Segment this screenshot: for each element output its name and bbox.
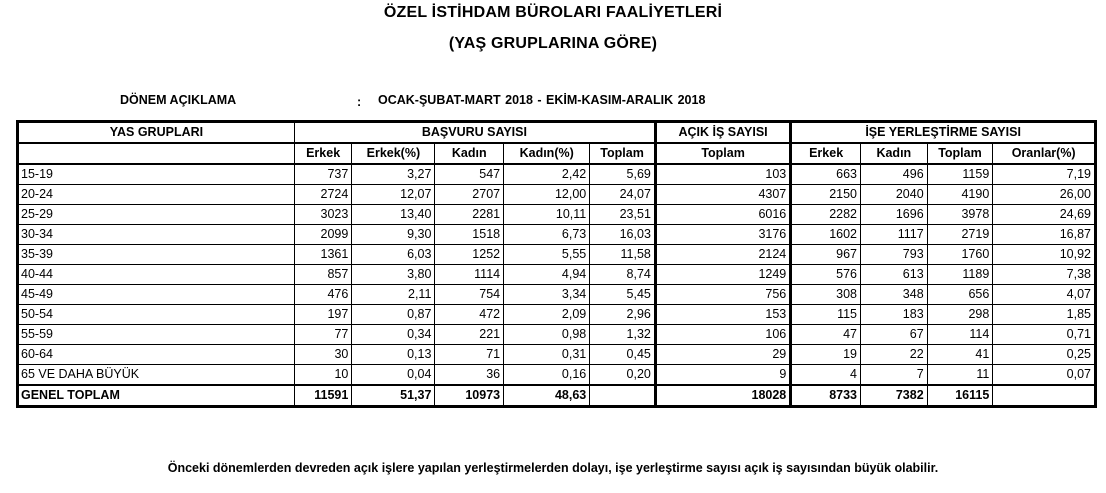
table-cell: 114 (927, 325, 993, 345)
table-row (18, 305, 1096, 325)
table-cell: 0,16 (504, 365, 590, 386)
table-cell: 71 (435, 345, 504, 365)
table-cell: 13,40 (352, 205, 435, 225)
table-cell: 348 (861, 285, 928, 305)
table-body (18, 164, 1096, 385)
header-applications: BAŞVURU SAYISI (294, 122, 655, 144)
report-subtitle: (YAŞ GRUPLARINA GÖRE) (448, 35, 658, 52)
sub-header-cell: Erkek(%) (352, 143, 435, 164)
table-cell: 1252 (435, 245, 504, 265)
period-label: DÖNEM AÇIKLAMA (120, 93, 237, 107)
table-cell: 4,07 (993, 285, 1096, 305)
table-cell: 1760 (927, 245, 993, 265)
table-cell: 0,07 (993, 365, 1096, 386)
total-row (18, 385, 1096, 407)
table-cell: 967 (791, 245, 861, 265)
table-cell: 1159 (927, 164, 993, 185)
table-cell: 308 (791, 285, 861, 305)
table-cell: 576 (791, 265, 861, 285)
table-cell: 10 (294, 365, 351, 386)
table-cell: 4190 (927, 185, 993, 205)
table-cell: 1189 (927, 265, 993, 285)
table-cell: 6,73 (504, 225, 590, 245)
table-cell: 476 (294, 285, 351, 305)
table-cell: 613 (861, 265, 928, 285)
table-cell: 7,19 (993, 164, 1096, 185)
table-cell: 3,34 (504, 285, 590, 305)
table-cell: 754 (435, 285, 504, 305)
age-group-label: 45-49 (18, 285, 295, 305)
table-row (18, 185, 1096, 205)
table-row (18, 325, 1096, 345)
header-placements: İŞE YERLEŞTİRME SAYISI (791, 122, 1096, 144)
period-colon: : (357, 95, 362, 109)
table-cell: 4,94 (504, 265, 590, 285)
table-row (18, 265, 1096, 285)
footnote: Önceki dönemlerden devreden açık işlere yapılan yerleştirmelerden dolayı, işe yerleştirme sayısı açık iş sayısından büyük olabilir. (167, 461, 939, 475)
table-cell: 1,85 (993, 305, 1096, 325)
table-cell: 3023 (294, 205, 351, 225)
table-cell: 2,11 (352, 285, 435, 305)
group-header-row (18, 122, 1096, 144)
table-cell: 0,34 (352, 325, 435, 345)
total-cell (590, 385, 656, 407)
age-group-label: 65 VE DAHA BÜYÜK (18, 365, 295, 386)
table-cell: 47 (791, 325, 861, 345)
table-cell: 30 (294, 345, 351, 365)
table-cell: 19 (791, 345, 861, 365)
table-cell: 1696 (861, 205, 928, 225)
table-cell: 7 (861, 365, 928, 386)
table-cell: 10,11 (504, 205, 590, 225)
table-cell: 1,32 (590, 325, 656, 345)
table-cell: 3176 (655, 225, 790, 245)
table-cell: 5,69 (590, 164, 656, 185)
table-cell: 4307 (655, 185, 790, 205)
sub-header-cell: Erkek (294, 143, 351, 164)
table-cell: 67 (861, 325, 928, 345)
sub-header-cell: Oranlar(%) (993, 143, 1096, 164)
table-cell: 221 (435, 325, 504, 345)
age-group-label: 30-34 (18, 225, 295, 245)
period-value: OCAK-ŞUBAT-MART 2018 - EKİM-KASIM-ARALIK 2018 (378, 93, 706, 107)
table-cell: 9 (655, 365, 790, 386)
table-cell: 197 (294, 305, 351, 325)
age-group-label: 15-19 (18, 164, 295, 185)
table-cell: 3,27 (352, 164, 435, 185)
table-cell: 6016 (655, 205, 790, 225)
table-cell: 3978 (927, 205, 993, 225)
table-row (18, 345, 1096, 365)
table-cell: 298 (927, 305, 993, 325)
table-cell: 0,71 (993, 325, 1096, 345)
table-cell: 3,80 (352, 265, 435, 285)
total-cell: 7382 (861, 385, 928, 407)
table-cell: 10,92 (993, 245, 1096, 265)
table-cell: 106 (655, 325, 790, 345)
age-group-label: 40-44 (18, 265, 295, 285)
table-cell: 5,55 (504, 245, 590, 265)
sub-header-cell: Toplam (655, 143, 790, 164)
table-cell: 2,96 (590, 305, 656, 325)
age-group-label: 50-54 (18, 305, 295, 325)
table-row (18, 164, 1096, 185)
table-cell: 472 (435, 305, 504, 325)
table-cell: 11 (927, 365, 993, 386)
table-cell: 0,13 (352, 345, 435, 365)
table-cell: 0,04 (352, 365, 435, 386)
total-cell: 8733 (791, 385, 861, 407)
table-cell: 12,07 (352, 185, 435, 205)
total-label: GENEL TOPLAM (18, 385, 295, 407)
total-cell: 10973 (435, 385, 504, 407)
table-cell: 103 (655, 164, 790, 185)
table-cell: 2124 (655, 245, 790, 265)
table-cell: 2724 (294, 185, 351, 205)
table-cell: 793 (861, 245, 928, 265)
table-cell: 1114 (435, 265, 504, 285)
table-cell: 16,87 (993, 225, 1096, 245)
table-cell: 0,25 (993, 345, 1096, 365)
table-row (18, 285, 1096, 305)
age-group-label: 60-64 (18, 345, 295, 365)
age-group-label: 25-29 (18, 205, 295, 225)
sub-header-empty (18, 143, 295, 164)
table-cell: 36 (435, 365, 504, 386)
total-cell: 48,63 (504, 385, 590, 407)
table-cell: 26,00 (993, 185, 1096, 205)
table-cell: 7,38 (993, 265, 1096, 285)
table-cell: 77 (294, 325, 351, 345)
total-cell: 18028 (655, 385, 790, 407)
table-cell: 0,87 (352, 305, 435, 325)
table-cell: 656 (927, 285, 993, 305)
table-cell: 2099 (294, 225, 351, 245)
sub-header-cell: Kadın (435, 143, 504, 164)
age-group-table (16, 120, 1097, 408)
table-cell: 2707 (435, 185, 504, 205)
total-cell: 11591 (294, 385, 351, 407)
table-cell: 11,58 (590, 245, 656, 265)
report-title: ÖZEL İSTİHDAM BÜROLARI FAALİYETLERİ (383, 4, 723, 21)
table-cell: 12,00 (504, 185, 590, 205)
total-cell: 51,37 (352, 385, 435, 407)
table-cell: 496 (861, 164, 928, 185)
table-cell: 2040 (861, 185, 928, 205)
age-group-label: 20-24 (18, 185, 295, 205)
table-cell: 4 (791, 365, 861, 386)
table-cell: 8,74 (590, 265, 656, 285)
table-cell: 2282 (791, 205, 861, 225)
age-group-label: 35-39 (18, 245, 295, 265)
table-cell: 857 (294, 265, 351, 285)
table-cell: 547 (435, 164, 504, 185)
table-cell: 6,03 (352, 245, 435, 265)
table-cell: 0,31 (504, 345, 590, 365)
table-cell: 2,09 (504, 305, 590, 325)
table-cell: 1117 (861, 225, 928, 245)
table-row (18, 205, 1096, 225)
table-cell: 756 (655, 285, 790, 305)
sub-header-cell: Toplam (590, 143, 656, 164)
table-cell: 183 (861, 305, 928, 325)
table-cell: 663 (791, 164, 861, 185)
table-cell: 41 (927, 345, 993, 365)
age-group-label: 55-59 (18, 325, 295, 345)
table-row (18, 225, 1096, 245)
table-cell: 0,45 (590, 345, 656, 365)
table-cell: 0,20 (590, 365, 656, 386)
table-cell: 29 (655, 345, 790, 365)
sub-header-cell: Kadın (861, 143, 928, 164)
table-cell: 115 (791, 305, 861, 325)
sub-header-cell: Toplam (927, 143, 993, 164)
table-cell: 153 (655, 305, 790, 325)
table-cell: 0,98 (504, 325, 590, 345)
table-cell: 1249 (655, 265, 790, 285)
table-cell: 2,42 (504, 164, 590, 185)
sub-header-cell: Erkek (791, 143, 861, 164)
table-row (18, 245, 1096, 265)
total-cell: 16115 (927, 385, 993, 407)
header-vacancies: AÇIK İŞ SAYISI (655, 122, 790, 144)
table-cell: 16,03 (590, 225, 656, 245)
table-cell: 22 (861, 345, 928, 365)
table-cell: 1361 (294, 245, 351, 265)
table-cell: 737 (294, 164, 351, 185)
table-cell: 2719 (927, 225, 993, 245)
sub-header-row (18, 143, 1096, 164)
sub-header-cell: Kadın(%) (504, 143, 590, 164)
table-cell: 24,69 (993, 205, 1096, 225)
total-cell (993, 385, 1096, 407)
table-cell: 2281 (435, 205, 504, 225)
table-cell: 1602 (791, 225, 861, 245)
table-cell: 24,07 (590, 185, 656, 205)
table-cell: 9,30 (352, 225, 435, 245)
table-row (18, 365, 1096, 386)
table-cell: 2150 (791, 185, 861, 205)
table-cell: 1518 (435, 225, 504, 245)
table-cell: 23,51 (590, 205, 656, 225)
header-age-groups: YAS GRUPLARI (18, 122, 295, 144)
table-cell: 5,45 (590, 285, 656, 305)
